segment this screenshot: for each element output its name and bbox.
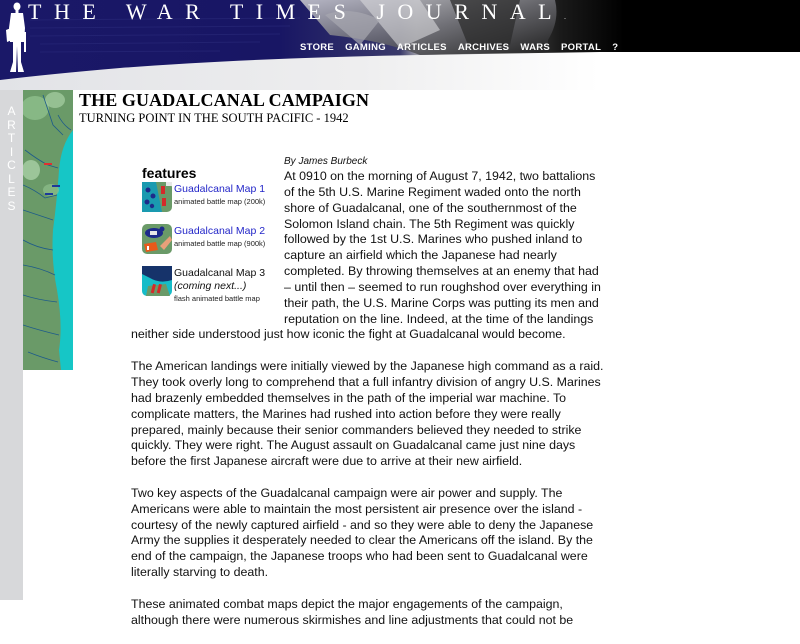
feature-note: (coming next...) <box>174 280 247 292</box>
site-header <box>0 0 800 90</box>
feature-description: animated battle map (900k) <box>174 239 266 248</box>
soldier-silhouette-logo <box>4 2 30 74</box>
section-label-articles[interactable]: A R T I C L E S <box>7 104 16 213</box>
features-heading: features <box>142 165 197 181</box>
nav-articles[interactable]: ARTICLES <box>396 41 447 53</box>
feature-description: animated battle map (200k) <box>174 197 266 206</box>
island-map-strip <box>23 90 73 370</box>
article-body <box>131 169 605 644</box>
nav-archives[interactable]: ARCHIVES <box>457 41 510 53</box>
nav-help[interactable]: ? <box>612 41 619 53</box>
article-paragraph: The American landings were initially viewed by the Japanese high command as a raid. They took overly long to comprehend that a full infantry division of angry U.S. Marines had brazenly embedded themselves in the path of the imperial war machine. To complicate matters, the Marines had rushed into action before they were really prepared, mainly because their senior commanders believed they needed to strike quickly. They were right. The August assault on Guadalcanal came just nine days before the first Japanese aircraft were due to arrive at their new airfield. <box>131 359 604 469</box>
article-paragraph: Two key aspects of the Guadalcanal campaign were air power and supply. The Americans were able to maintain the most persistent air presence over the island - courtesy of the newly captured airfield - and so they were able to deny the Japanese Army the supplies it desperately needed to clear the Americans off the island. By the end of the campaign, the Japanese troops who had been sent to Guadalcanal were literally starving to death. <box>131 485 594 580</box>
site-title[interactable]: THE WAR TIMES JOURNAL. <box>28 0 566 24</box>
nav-store[interactable]: STORE <box>300 41 335 53</box>
page-title: THE GUADALCANAL CAMPAIGN <box>79 90 370 110</box>
page-subtitle: TURNING POINT IN THE SOUTH PACIFIC - 1942 <box>79 111 349 125</box>
features-float-spacer <box>131 169 284 313</box>
main-nav <box>300 40 618 54</box>
article-paragraph: At 0910 on the morning of August 7, 1942, two battalions of the 5th U.S. Marine Regiment waded onto the north shore of Guadalcanal, one of the southernmost of the Solomon Island chain. The 5th Regiment was quickly followed by the 1st U.S. Marines who pushed inland to capture an airfield which the Japanese had nearly completed. By throwing themselves at an enemy that had – until then – seemed to run roughshod over everything in their path, the U.S. Marine Corps was putting its men and reputation on the line. Indeed, at the time of the landings neither side understood just how iconic the fight at Guadalcanal would become. <box>131 169 601 342</box>
feature-description: flash animated battle map <box>174 294 260 303</box>
feature-title[interactable]: Guadalcanal Map 2 <box>174 225 266 237</box>
nav-gaming[interactable]: GAMING <box>345 41 386 53</box>
feature-title: Guadalcanal Map 3 <box>174 267 266 279</box>
nav-portal[interactable]: PORTAL <box>561 41 602 53</box>
nav-wars[interactable]: WARS <box>520 41 551 53</box>
article-byline: By James Burbeck <box>284 156 368 167</box>
article-paragraph: These animated combat maps depict the major engagements of the campaign, although there were numerous skirmishes and line adjustments that could not be <box>131 596 574 627</box>
feature-title[interactable]: Guadalcanal Map 1 <box>174 183 266 195</box>
section-rail <box>0 90 23 600</box>
